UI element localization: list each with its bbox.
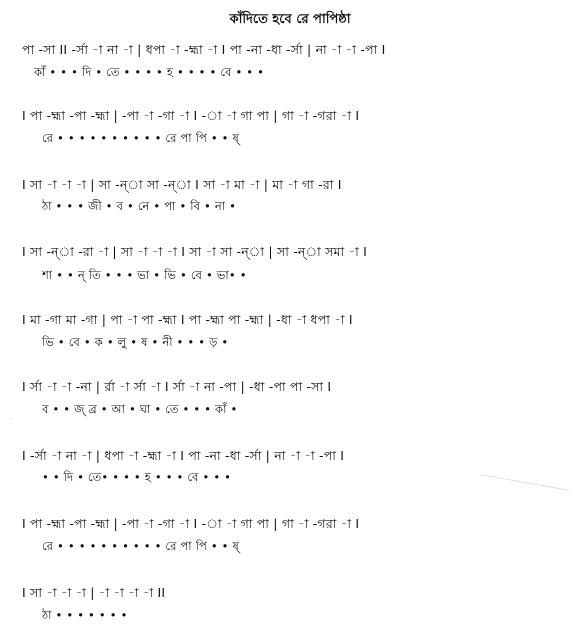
notation-line-3: I সা -া -া -া | সা -ন্া সা -ন্া I সা -া মা -া | মা -া গা -রা I <box>22 177 342 192</box>
notation-line-9: I সা -া -া -া | -া -া -া -া II <box>22 585 166 600</box>
scan-artifact <box>481 474 570 491</box>
notation-line-5: I মা -গা মা -গা | পা -া পা -হ্মা I পা -হ্মা পা -হ্মা | -ধা -া ধপা -া I <box>22 312 353 327</box>
lyrics-line-7: • • দি • তে• • • • হ • • • বে • • • <box>42 470 232 484</box>
lyrics-line-9: ঠা • • • • • • • <box>42 608 128 622</box>
notation-line-2: I পা -হ্মা -পা -হ্মা | -পা -া -গা -া I -া -া গা পা | গা -া -গরা -া I <box>22 108 360 123</box>
lyrics-line-4: শা • • ন্ তি • • • ভা • ভি • বে • ভা• • <box>42 268 247 282</box>
song-title: কাঁদিতে হবে রে পাপিষ্ঠা <box>229 12 351 27</box>
lyrics-line-1: কাঁ • • • দি • তে • • • • হ • • • • বে • • • <box>34 65 265 79</box>
scan-artifact <box>10 418 12 419</box>
lyrics-line-6: ব • • জ্ ব্র • আ • ঘা • তে • • • কাঁ • <box>42 402 238 416</box>
lyrics-line-8: রে • • • • • • • • • • রে পা পি • • ষ্ <box>42 539 240 553</box>
notation-line-1: পা -সা II -র্সা -া না -া | ধপা -া -হ্মা -া I পা -না -ধা -র্সা | না -া -া -পা I <box>22 42 386 57</box>
lyrics-line-2: রে • • • • • • • • • • রে পা পি • • ষ্ <box>42 131 240 145</box>
lyrics-line-3: ঠা • • • জী • ব • নে • পা • বি • না • <box>42 199 237 213</box>
notation-line-8: I পা -হ্মা -পা -হ্মা | -পা -া -গা -া I -া -া গা পা | গা -া -গরা -া I <box>22 516 360 531</box>
lyrics-line-5: ভি • বে • ক • লু • ষ • নী • • • ড় • <box>42 335 229 349</box>
notation-line-6: I র্সা -া -া -না | র্রা -া র্সা -া I র্সা -া না -পা | -ধা -পা পা -সা I <box>22 379 332 394</box>
notation-line-7: I -র্সা -া না -া | ধপা -া -হ্মা -া I পা -না -ধা -র্সা | না -া -া -পা I <box>22 448 345 463</box>
notation-line-4: I সা -ন্া -রা -া | সা -া -া -া I সা -া সা -ন্া | সা -ন্া সমা -া I <box>22 244 368 259</box>
